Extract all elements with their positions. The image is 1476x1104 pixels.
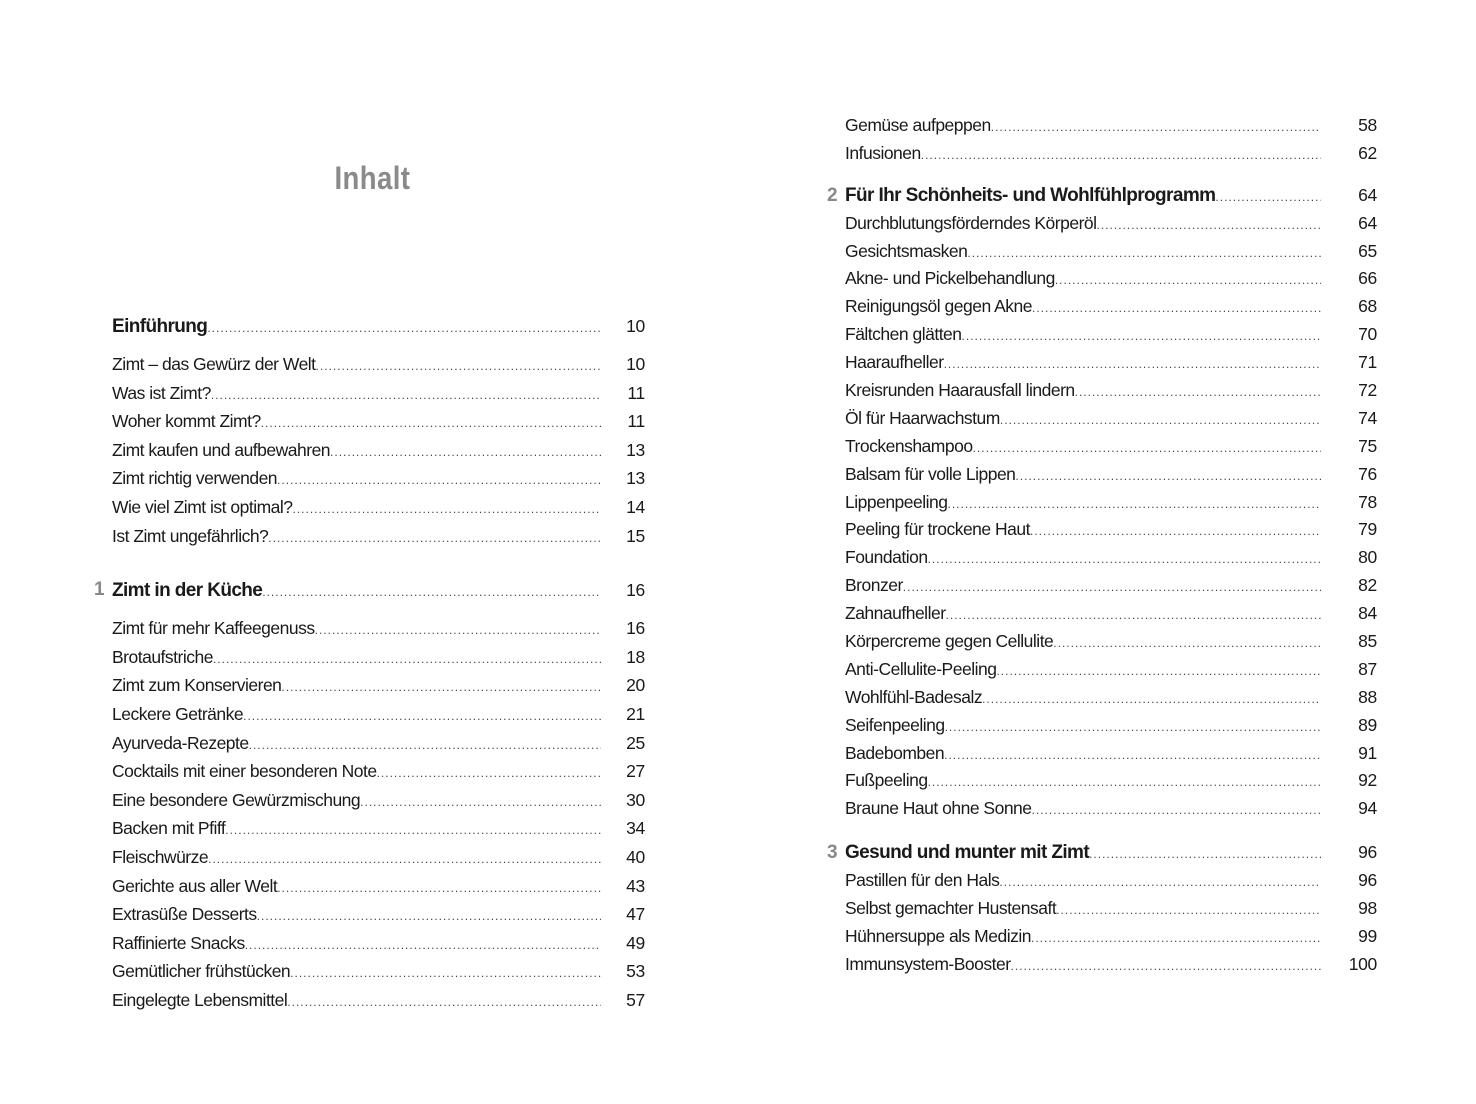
leader-dots [1055,267,1321,295]
toc-entry-label: Gemütlicher frühstücken [112,961,291,982]
toc-entry[interactable] [845,461,1377,489]
toc-entry-page: 53 [626,961,645,982]
toc-entry-label: Wohlfühl-Badesalz [845,686,983,707]
toc-entry-label: Zimt für mehr Kaffeegenuss [112,618,315,639]
leader-dots [1032,295,1321,323]
toc-entry[interactable] [845,349,1377,377]
leader-dots [315,616,601,645]
toc-entry[interactable] [845,895,1377,923]
toc-entry[interactable] [845,140,1377,168]
toc-entry[interactable] [112,522,645,551]
toc-entry-label: Zimt – das Gewürz der Welt [112,354,316,374]
leader-dots [1053,630,1321,658]
toc-entry[interactable] [845,112,1377,140]
leader-dots [330,438,601,467]
leader-dots [1032,797,1321,825]
leader-dots [944,742,1321,770]
toc-entry-page: 16 [626,580,645,601]
toc-entry-page: 13 [626,439,645,460]
toc-entry-label: Lippenpeeling [845,491,948,512]
toc-entry[interactable] [112,957,645,986]
chapter-number: 2 [827,184,838,206]
toc-entry-page: 98 [1358,898,1377,919]
toc-entry-page: 20 [626,675,645,696]
toc-entry-page: 87 [1358,658,1377,679]
toc-entry-page: 88 [1358,686,1377,707]
toc-entry-label: Anti-Cellulite-Peeling [845,658,997,679]
toc-entry-label: Leckere Getränke [112,703,244,724]
toc-entry[interactable] [112,786,645,815]
toc-entry-label: Kreisrunden Haarausfall lindern [845,380,1075,401]
toc-entry-page: 76 [1358,463,1377,484]
toc-entry[interactable] [112,700,645,729]
toc-entry-page: 75 [1358,435,1377,456]
toc-entry[interactable] [112,671,645,700]
toc-entry-page: 15 [626,525,645,546]
leader-dots [360,788,601,817]
toc-entry-label: Backen mit Pfiff [112,818,226,839]
toc-list-chapter-2 [845,210,1377,824]
toc-entry[interactable] [845,767,1377,795]
leader-dots [213,645,601,674]
toc-entry-label: Akne- und Pickelbehandlung [845,268,1055,289]
leader-dots [290,959,601,988]
toc-entry-label: Selbst gemachter Hustensaft [845,898,1057,919]
toc-entry[interactable] [845,433,1377,461]
toc-entry-page: 64 [1358,184,1377,205]
leader-dots [316,352,601,381]
leader-dots [991,114,1321,142]
leader-dots [208,845,601,874]
leader-dots [377,759,601,788]
leader-dots [982,686,1321,714]
toc-entry[interactable] [112,614,645,643]
toc-entry[interactable] [845,572,1377,600]
leader-dots [245,931,601,960]
toc-entry-page: 68 [1358,296,1377,317]
leader-dots [921,142,1321,170]
toc-entry[interactable] [112,350,645,379]
toc-entry-page: 72 [1358,380,1377,401]
toc-entry-label: Braune Haut ohne Sonne [845,798,1032,819]
toc-entry-page: 11 [627,382,645,403]
chapter-number: 3 [827,842,838,864]
toc-entry-label: Fältchen glätten [845,324,962,345]
leader-dots [946,602,1321,630]
leader-dots [1015,463,1321,491]
toc-entry-page: 10 [626,316,645,336]
toc-entry-label: Gesund und munter mit Zimt [845,842,1090,864]
toc-entry[interactable] [845,516,1377,544]
toc-entry-page: 92 [1358,770,1377,791]
toc-entry-page: 79 [1358,519,1377,540]
toc-entry-label: Zimt richtig verwenden [112,468,278,489]
toc-list-chapter-3 [845,867,1377,979]
toc-entry-label: Bronzer [845,575,903,596]
toc-chapter-2[interactable] [827,182,1377,210]
toc-entry[interactable] [845,951,1377,979]
toc-entry[interactable] [845,628,1377,656]
toc-entry-label: Eingelegte Lebensmittel [112,989,288,1010]
toc-entry[interactable] [112,986,645,1015]
leader-dots [903,574,1321,602]
toc-entry-page: 49 [626,932,645,953]
leader-dots [948,491,1322,519]
toc-entry-label: Für Ihr Schönheits- und Wohlfühlprogramm [845,184,1216,206]
toc-entry-label: Gemüse aufpeppen [845,115,991,135]
toc-entry-page: 82 [1358,575,1377,596]
leader-dots [1089,841,1321,869]
toc-entry-label: Extrasüße Desserts [112,904,257,925]
toc-chapter-3[interactable] [827,839,1377,867]
toc-entry[interactable] [112,464,645,493]
toc-entry[interactable] [112,900,645,929]
toc-entry[interactable] [845,405,1377,433]
toc-entry-page: 34 [626,818,645,839]
toc-entry-page: 99 [1358,925,1377,946]
toc-entry[interactable] [112,814,645,843]
toc-entry-page: 96 [1358,870,1377,891]
toc-entry[interactable] [845,795,1377,823]
leader-dots [1075,379,1321,407]
toc-entry[interactable] [845,656,1377,684]
leader-dots [287,988,601,1017]
toc-entry-page: 84 [1358,603,1377,624]
leader-dots [973,435,1321,463]
toc-entry[interactable] [112,407,645,436]
leader-dots [1000,407,1321,435]
leader-dots [257,902,601,931]
toc-entry-page: 10 [626,354,645,374]
toc-entry-label: Foundation [845,547,928,568]
toc-left [94,308,645,1014]
toc-entry-page: 27 [626,761,645,782]
toc-entry-page: 18 [626,646,645,667]
toc-list-intro [112,350,645,550]
toc-section-intro[interactable] [112,308,645,344]
leader-dots [928,546,1321,574]
toc-entry[interactable] [845,210,1377,238]
toc-entry-label: Peeling für trockene Haut [845,519,1030,540]
toc-chapter-1[interactable] [94,572,645,608]
leader-dots [211,381,601,410]
toc-entry-label: Seifenpeeling [845,714,945,735]
toc-entry[interactable] [112,379,645,408]
toc-entry-label: Reinigungsöl gegen Akne [845,296,1032,317]
toc-entry-label: Gesichtsmasken [845,240,968,261]
toc-entry-page: 70 [1358,324,1377,345]
toc-entry[interactable] [845,923,1377,951]
toc-entry[interactable] [112,436,645,465]
toc-entry[interactable] [845,684,1377,712]
page-title: Inhalt [334,160,411,196]
leader-dots [1097,212,1321,240]
toc-entry-label: Immunsystem-Booster [845,953,1011,974]
leader-dots [1031,925,1321,953]
toc-entry-label: Ayurveda-Rezepte [112,732,249,753]
toc-entry-page: 80 [1358,547,1377,568]
toc-entry-page: 65 [1358,240,1377,261]
leader-dots [261,409,601,438]
toc-entry-label: Woher kommt Zimt? [112,411,261,432]
toc-entry[interactable] [845,544,1377,572]
toc-entry-page: 74 [1358,407,1377,428]
toc-entry-label: Balsam für volle Lippen [845,463,1016,484]
leader-dots [928,769,1321,797]
toc-entry-page: 85 [1358,631,1377,652]
toc-entry-label: Pastillen für den Hals [845,870,1000,891]
toc-entry[interactable] [845,712,1377,740]
toc-list-carryover [845,112,1377,168]
toc-entry-page: 57 [626,989,645,1010]
toc-entry[interactable] [845,238,1377,266]
toc-entry[interactable] [112,493,645,522]
leader-dots [243,702,601,731]
toc-entry[interactable] [112,643,645,672]
toc-entry[interactable] [845,265,1377,293]
leader-dots [207,310,601,346]
leader-dots [945,714,1321,742]
toc-entry[interactable] [112,729,645,758]
toc-entry[interactable] [845,489,1377,517]
leader-dots [268,524,601,553]
toc-entry-page: 30 [626,789,645,810]
leader-dots [1056,897,1321,925]
toc-entry-page: 64 [1358,212,1377,233]
toc-entry-label: Fleischwürze [112,846,209,867]
toc-entry-page: 14 [626,496,645,517]
leader-dots [262,574,601,610]
toc-entry-page: 58 [1358,115,1377,135]
toc-entry-label: Zimt in der Küche [112,580,263,602]
toc-entry-label: Zimt zum Konservieren [112,675,282,696]
toc-entry-page: 94 [1358,798,1377,819]
toc-entry[interactable] [112,872,645,901]
leader-dots [1215,184,1321,212]
toc-entry[interactable] [845,321,1377,349]
leader-dots [1011,953,1321,981]
toc-entry-page: 78 [1358,491,1377,512]
leader-dots [225,816,601,845]
toc-entry-label: Cocktails mit einer besonderen Note [112,761,377,782]
toc-entry-page: 11 [627,411,645,432]
toc-entry-page: 21 [626,703,645,724]
toc-entry[interactable] [112,757,645,786]
toc-entry-label: Infusionen [845,142,921,163]
toc-entry-label: Was ist Zimt? [112,382,211,403]
toc-entry[interactable] [112,843,645,872]
toc-entry-label: Raffinierte Snacks [112,932,245,953]
chapter-number: 1 [94,579,105,601]
toc-entry-page: 25 [626,732,645,753]
toc-entry-label: Fußpeeling [845,770,928,791]
toc-entry-label: Wie viel Zimt ist optimal? [112,496,293,517]
toc-entry-label: Hühnersuppe als Medizin [845,925,1031,946]
toc-entry-page: 40 [626,846,645,867]
toc-right [827,112,1377,979]
toc-entry-label: Öl für Haarwachstum [845,407,1000,428]
toc-entry[interactable] [845,867,1377,895]
toc-entry[interactable] [845,293,1377,321]
toc-entry-label: Haaraufheller [845,352,944,373]
toc-entry-page: 43 [626,875,645,896]
toc-entry-page: 100 [1348,953,1377,974]
toc-entry-page: 62 [1358,142,1377,163]
toc-entry-label: Durchblutungsförderndes Körperöl [845,212,1097,233]
right-page [738,0,1476,1104]
leader-dots [996,658,1321,686]
leader-dots [962,323,1321,351]
leader-dots [293,495,601,524]
toc-entry-page: 47 [626,904,645,925]
toc-entry-label: Zimt kaufen und aufbewahren [112,439,331,460]
toc-list-chapter-1 [112,614,645,1014]
toc-entry-page: 91 [1358,742,1377,763]
toc-entry-page: 16 [626,618,645,639]
toc-entry-label: Trockenshampoo [845,435,973,456]
toc-entry[interactable] [845,377,1377,405]
toc-entry-label: Einführung [112,316,208,337]
toc-entry[interactable] [845,740,1377,768]
toc-entry-label: Gerichte aus aller Welt [112,875,278,896]
toc-entry-page: 66 [1358,268,1377,289]
leader-dots [249,731,601,760]
toc-entry-label: Brotaufstriche [112,646,213,667]
toc-entry-label: Eine besondere Gewürzmischung [112,789,361,810]
leader-dots [281,673,601,702]
leader-dots [277,874,601,903]
toc-entry[interactable] [112,929,645,958]
toc-entry-page: 71 [1358,352,1377,373]
leader-dots [277,466,601,495]
toc-entry-page: 89 [1358,714,1377,735]
toc-entry-label: Ist Zimt ungefährlich? [112,525,269,546]
leader-dots [967,240,1321,268]
leader-dots [944,351,1321,379]
toc-entry-label: Zahnaufheller [845,603,946,624]
toc-entry-page: 13 [626,468,645,489]
toc-entry-page: 96 [1358,842,1377,863]
toc-entry-label: Körpercreme gegen Cellulite [845,631,1054,652]
leader-dots [999,869,1321,897]
toc-entry[interactable] [845,600,1377,628]
leader-dots [1030,518,1321,546]
toc-entry-label: Badebomben [845,742,945,763]
